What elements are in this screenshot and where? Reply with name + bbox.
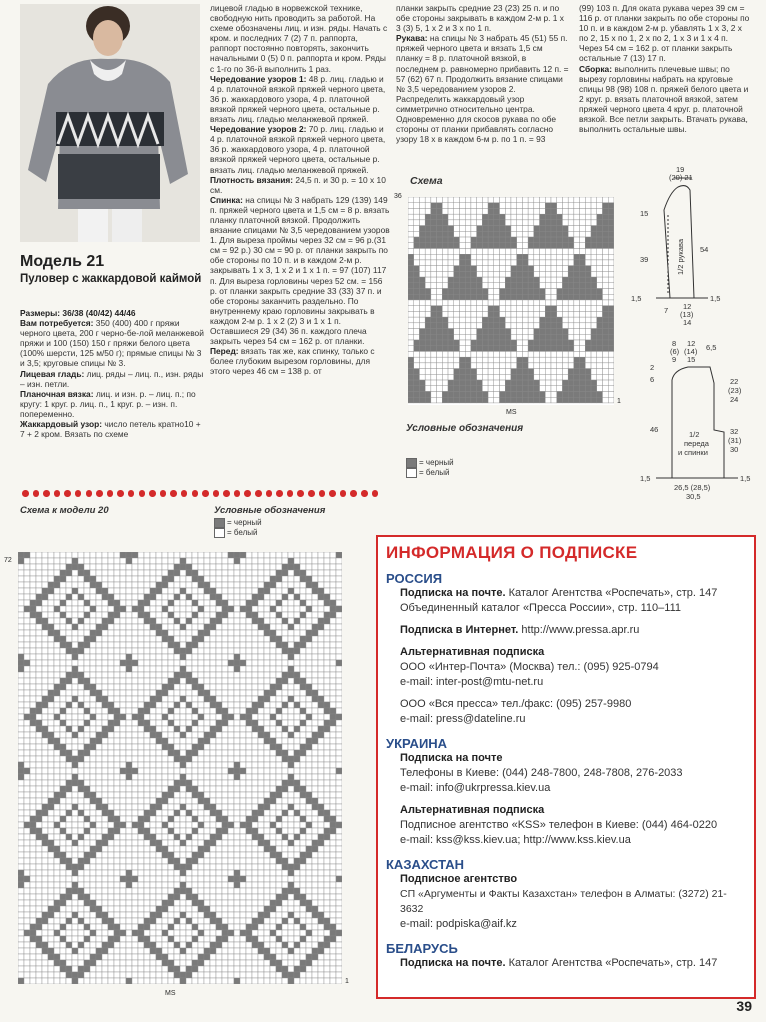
col3-text	[396, 3, 570, 144]
ukraine-alt-head: Альтернативная подписка	[400, 804, 545, 816]
jacq-text: число петель кратно10 + 7 + 2 кром. Вязать по схеме	[20, 419, 201, 440]
density-text: 24,5 п. и 30 р. = 10 х 10 см.	[210, 174, 386, 195]
subscription-title: ИНФОРМАЦИЯ О ПОДПИСКЕ	[386, 543, 638, 562]
sizes-text: Размеры: 36/38 (40/42) 44/46	[20, 308, 136, 318]
schema1-title: Схема	[410, 175, 443, 187]
legend2-white-label: = белый	[227, 528, 258, 538]
belarus-head: Подписка на почте.	[400, 957, 506, 969]
body-right-31: (31)	[728, 436, 742, 445]
kazakhstan-l1: СП «Аргументы и Факты Казахстан» телефон в Алматы: (3272) 21-3632	[400, 888, 727, 915]
assembly-label: Сборка:	[579, 63, 612, 74]
belarus-text: Каталог Агентства «Роспечать», стр. 147	[508, 957, 718, 969]
sleeve-label: 1/2 рукава	[676, 238, 685, 275]
body-left-6: 6	[650, 375, 655, 384]
back-text: на спицы № 3 набрать 129 (139) 149 п. пряжей черного цвета и 1,5 см = 8 р. вязать планку платочной вязкой. Продолжить вязание спицами № 3,5 чередованием узоров 1. Для выреза проймы через 32 см = 96 р.(31 см = 92 р.) 30 см = 90 р. от планки закрыть по обе стороны по 10 п. и в каждом 2-м р. закрывать 1 х 3, 1 х 2 и 1 х 1 п. = 97 (107) 117 п. Для выреза горловины через 52 см. = 156 р. от планки закрыть средние 33 (33) 37 п. и обе стороны заканчить раздельно. По внутреннему краю горловины закрывать в каждом 2-м р. 1 х 2 (2) 3 и 1 х 1 п. Оставшиеся 29 (34) 36 п. каждого плеча закрыть через 54 см = 162 р. от планки.	[210, 194, 390, 347]
russia-alt3: ООО «Вся пресса» тел./факс: (095) 257-9980	[400, 698, 632, 710]
schema1-ms: MS	[506, 409, 517, 416]
schema2-row-min: 1	[345, 978, 349, 985]
russia-l2: Объединенный каталог «Пресса России», стр. 110–111	[400, 602, 682, 614]
country-kazakhstan: КАЗАХСТАН	[386, 857, 464, 872]
russia-l1-text: Каталог Агентства «Роспечать», стр. 147	[508, 587, 718, 599]
body-bottom-305: 30,5	[686, 492, 701, 500]
body-right-24: 24	[730, 395, 739, 404]
front-text: вязать так же, как спинку, только с более глубоким вырезом горловины, для этого через 46 см = 138 р. от	[210, 346, 375, 377]
sleeve-bottom-15l: 1,5	[631, 294, 642, 303]
legend2-white-swatch	[214, 528, 225, 538]
sleeve-top-b: (20) 21	[669, 173, 693, 182]
body-label-3: и спинки	[678, 448, 708, 457]
col3-p1: планки закрыть средние 23 (23) 25 п. и по обе стороны закрывать в каждом 2-м р. 1 х 3 (3) 5, 1 х 2 и 3 х по 1 п.	[396, 3, 564, 34]
face-label: Лицевая гладь:	[20, 368, 85, 379]
kazakhstan-l2-email[interactable]: e-mail: podpiska@aif.kz	[400, 918, 517, 930]
sleeve-bottom-12: 12	[683, 302, 692, 311]
jacq-label: Жаккардовый узор:	[20, 419, 103, 430]
legend-white-label: = белый	[419, 468, 450, 478]
body-top-15: 15	[687, 355, 696, 364]
ukraine-alt2-email[interactable]: e-mail: kss@kss.kiev.ua; http://www.kss.kiev.ua	[400, 834, 631, 846]
body-piece	[656, 367, 738, 478]
body-top-6: (6)	[670, 347, 680, 356]
body-left-2: 2	[650, 363, 655, 372]
left-column-text	[20, 308, 206, 439]
schema2-legend-title: Условные обозначения	[214, 505, 326, 516]
plank-text: лиц. и изн. р. – лиц. п.; по кругу: 1 круг. р. лиц. п., 1 круг. р. – изн. п. попеременно.	[20, 388, 196, 419]
ukraine-alt1: Подписное агентство «KSS» телефон в Киеве: (044) 464-0220	[400, 819, 718, 831]
schema2-title: Схема к модели 20	[20, 505, 109, 516]
need-label: Вам потребуется:	[20, 318, 94, 329]
pattern-pieces	[626, 160, 756, 500]
schema1-legend-title: Условные обозначения	[406, 423, 524, 434]
face-text: лиц. ряды – лиц. п., изн. ряды – изн. петли.	[20, 368, 204, 389]
legend-white-swatch	[406, 468, 417, 478]
density-label: Плотность вязания:	[210, 174, 294, 185]
body-right-22: 22	[730, 377, 739, 386]
model-subtitle: Пуловер с жаккардовой каймой	[20, 273, 202, 285]
legend-black-swatch	[406, 458, 417, 468]
country-belarus: БЕЛАРУСЬ	[386, 941, 458, 956]
col4-p1: (99) 103 п. Для оката рукава через 39 см = 116 р. от планки закрыть по обе стороны по 10 п. и в каждом 2-м р. убавлять 1 х 3, 2 х по 2, 15 х по 1, 2 х по 2, 1 х 3 и 1 х 4 п. Через 54 см = 162 р. от планки закрыть остальные 7 (13) 17 п.	[579, 3, 750, 64]
russia-l3-head: Подписка в Интернет.	[400, 624, 519, 636]
body-bottom-265: 26,5 (28,5)	[674, 483, 711, 492]
russia-url-link[interactable]: http://www.pressa.apr.ru	[521, 624, 640, 636]
schema2-row-max: 72	[4, 557, 12, 564]
russia-alt4-email[interactable]: e-mail: press@dateline.ru	[400, 713, 526, 725]
sleeve-left-15: 15	[640, 209, 649, 218]
schema1-row-max: 36	[394, 193, 402, 200]
schema1-row-min: 1	[617, 398, 621, 405]
russia-l1-head: Подписка на почте.	[400, 587, 506, 599]
assembly-text: выполнить плечевые швы; по вырезу горловины набрать на круговые спицы 98 (98) 108 п. пряжей белого цвета и 2 круг. р. вязать платочной вязкой, затем пряжей черного цвета 4 круг. р. платочной вязкой. Все петли закрыть. Втачать рукава, выполнить остальные швы.	[579, 63, 749, 135]
sleeve-bottom-13: (13)	[680, 310, 694, 319]
legend2-black-swatch	[214, 518, 225, 528]
body-top-14: (14)	[684, 347, 698, 356]
model-title: Модель 21	[20, 253, 105, 270]
russia-alt-head: Альтернативная подписка	[400, 646, 545, 658]
front-label: Перед:	[210, 346, 239, 357]
body-top-9: 9	[672, 355, 677, 364]
country-ukraine: УКРАИНА	[386, 736, 448, 751]
ukraine-head: Подписка на почте	[400, 752, 503, 764]
schema2-legend	[214, 518, 262, 538]
body-top-12: 12	[687, 339, 696, 348]
country-russia: РОССИЯ	[386, 571, 443, 586]
col4-text	[579, 3, 751, 134]
sleeve-left-39: 39	[640, 255, 649, 264]
body-top-65: 6,5	[706, 343, 717, 352]
ukraine-l2-email[interactable]: e-mail: info@ukrpressa.kiev.ua	[400, 782, 551, 794]
sleeve-label: Рукава:	[396, 33, 428, 44]
sleeve-text: на спицы № 3 набрать 45 (51) 55 п. пряжей черного цвета и вязать 1,5 см планку = 8 р. платочной вязкой, в последнем р. равномерно прибавить 12 п. = 57 (62) 67 п. Продолжить вязание спицами № 3,5 чередованием узоров 2. Распределить жаккардовый узор симметрично относительно центра. Одновременно для скосов рукава по обе стороны от планки прибавлять согласно узору 18 х в каждом 6-м р. по 1 п. = 93	[396, 33, 569, 145]
page-number: 39	[736, 998, 752, 1014]
sleeve-right-54: 54	[700, 245, 709, 254]
body-right-32: 32	[730, 427, 739, 436]
kazakhstan-head: Подписное агентство	[400, 873, 518, 885]
schema2-ms: MS	[165, 990, 176, 997]
sleeve-bottom-7: 7	[664, 306, 669, 315]
body-right-23: (23)	[728, 386, 742, 395]
alt2-text: 70 р. лиц. гладью и 4 р. платочной вязкой пряжей черного цвета, 36 р. жаккардового узора, 4 р. платочной вязкой пряжей черного цвета, остальные р. вязать лиц. гладью меланжевой пряжей.	[210, 124, 386, 175]
sleeve-bottom-15r: 1,5	[710, 294, 721, 303]
mid-p1: лицевой гладью в норвежской технике, свободную нить проводить за работой. На схеме обозначены лиц. и изн. ряды. Начать с кром. и последних 7 (2) 7 п. раппорта, раппорт постоянно повторять, закончить начальными 0 (5) 0 п. раппорта и кром. Ряды с 1-го по 36-й выполнить 1 раз.	[210, 3, 388, 74]
legend-black-label: = черный	[419, 458, 454, 468]
legend2-black-label: = черный	[227, 518, 262, 528]
body-right-30: 30	[730, 445, 739, 454]
sleeve-piece	[656, 178, 708, 298]
body-top-8: 8	[672, 339, 677, 348]
alt1-label: Чередование узоров 1:	[210, 73, 307, 84]
need-text: 350 (400) 400 г пряжи черного цвета, 200 г черно-бе-лой меланжевой пряжи и 100 (150) 150 г пряжи белого цвета (100% шерсти, 125 м/50 г); прямые спицы № 3 и 3,5; круговые спицы № 3.	[20, 318, 204, 369]
alt2-label: Чередование узоров 2:	[210, 124, 307, 135]
russia-alt2-email[interactable]: e-mail: inter-post@mtu-net.ru	[400, 676, 544, 688]
body-label-1: 1/2	[689, 430, 700, 439]
body-bottom-15l: 1,5	[640, 474, 651, 483]
model-photo	[20, 4, 200, 242]
sleeve-bottom-14: 14	[683, 318, 692, 327]
sleeve-top-a: 19	[676, 165, 685, 174]
ukraine-l1: Телефоны в Киеве: (044) 248-7800, 248-7808, 276-2033	[400, 767, 683, 779]
alt1-text: 48 р. лиц. гладью и 4 р. платочной вязкой пряжей черного цвета, 36 р. жаккардового узора, 4 р. платочной вязкой пряжей черного цвета, остальные р. вязать лиц. гладью меланжевой пряжей.	[210, 73, 386, 125]
schema1-grid	[408, 197, 614, 405]
schema1-legend	[406, 458, 454, 478]
body-bottom-15r: 1,5	[740, 474, 751, 483]
russia-alt1: ООО «Интер-Почта» (Москва) тел.: (095) 925-0794	[400, 661, 659, 673]
schema2-grid	[18, 552, 342, 984]
plank-label: Планочная вязка:	[20, 388, 94, 399]
back-label: Спинка:	[210, 194, 243, 205]
body-label-2: переда	[684, 439, 709, 448]
body-left-46: 46	[650, 425, 659, 434]
subscription-box	[376, 535, 756, 999]
dotted-divider	[20, 489, 380, 499]
mid-column-text	[210, 3, 390, 376]
